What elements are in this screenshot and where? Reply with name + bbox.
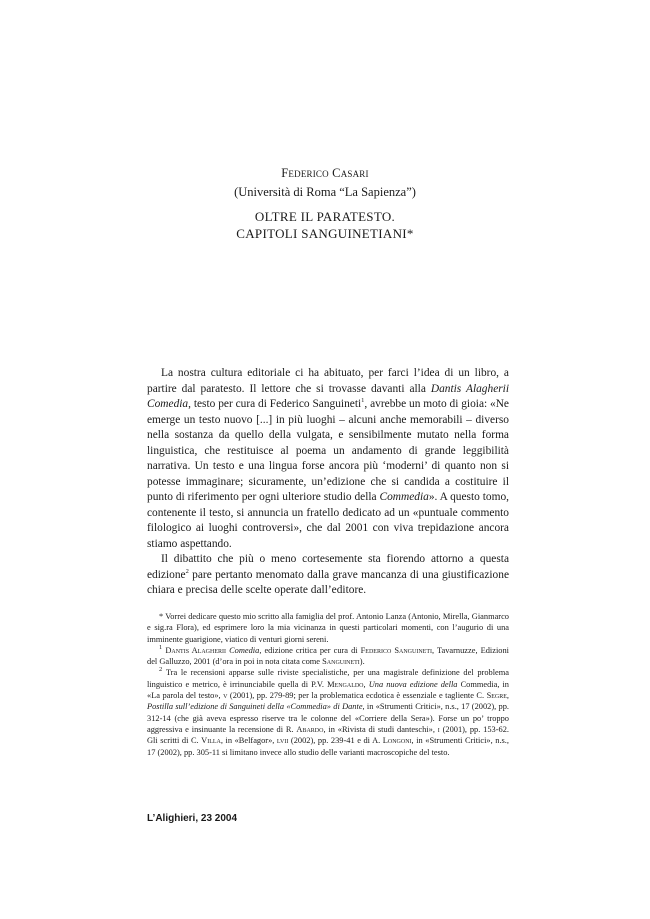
italic-title: Commedia bbox=[379, 491, 429, 503]
text-run: pare pertanto menomato dalla grave mancanza di una giustificazione chiara e precisa delle scelte operate dall’editore. bbox=[147, 568, 509, 596]
text-run: Segre bbox=[486, 691, 507, 701]
text-run: v bbox=[223, 691, 228, 701]
text-run: Villa bbox=[201, 736, 221, 746]
footnote-ref-2[interactable]: 2 bbox=[185, 567, 189, 575]
text-run: lvii bbox=[276, 736, 289, 746]
text-run: , in «Strumenti Critici», n.s., 17 (2002), pp. 312-14 (che già aveva espresso riserve tra le colonne del «Corriere della Sera»). Forse un po’ troppo aggressiva e insinuante la recensione di R. bbox=[147, 702, 509, 734]
footnote-1 bbox=[147, 645, 509, 668]
article-title-line-1: OLTRE IL PARATESTO. bbox=[254, 209, 396, 224]
text-run: , bbox=[363, 679, 369, 689]
text-run: La nostra cultura editoriale ci ha abituato, per farci l’idea di un libro, a partire dal paratesto. Il lettore che si trovasse davanti alla bbox=[147, 367, 509, 395]
footnote-ref-1[interactable]: 1 bbox=[361, 397, 365, 405]
italic-title: Postilla sull’edizione di Sanguineti della «Commedia» di Dante bbox=[147, 702, 363, 712]
footnote-mark: * bbox=[159, 612, 164, 621]
body-text bbox=[147, 366, 509, 599]
text-run: , testo per cura di Federico Sanguineti bbox=[188, 398, 362, 410]
text-run: Mengaldo bbox=[327, 679, 364, 689]
text-run: ». A questo tomo, contenente il testo, si annuncia un fratello dedicato ad un «puntuale commento filologico ai luoghi controversi», che dal 2001 con viva trepidazione ancora stiamo aspettando. bbox=[147, 491, 509, 550]
text-run: Sanguineti bbox=[322, 657, 360, 667]
text-run: , in «Strumenti Critici», n.s., 17 (2002), pp. 305-11 si limitano invece allo studio delle varianti macroscopiche del testo. bbox=[147, 736, 509, 757]
italic-title: Dantis Alagherii Comedia bbox=[147, 382, 510, 410]
body-paragraph-2 bbox=[147, 552, 509, 599]
text-run: i bbox=[437, 724, 440, 734]
text-run: , edizione critica per cura di bbox=[259, 645, 361, 655]
text-run: , in «Belfagor», bbox=[220, 736, 277, 746]
italic-title: Una nuova edizione della bbox=[368, 679, 458, 689]
text-run: (2002), pp. 239-41 e di A. bbox=[288, 736, 383, 746]
text-run: Dantis Alagherii bbox=[165, 645, 226, 655]
journal-footer: L’Alighieri, 23 2004 bbox=[147, 813, 238, 824]
text-run: (2001), pp. 279-89; per la problematica ecdotica è essenziale e tagliente C. bbox=[227, 691, 487, 701]
footnote-2 bbox=[147, 667, 509, 757]
body-paragraph-1 bbox=[147, 366, 509, 552]
text-run: Abardo bbox=[296, 724, 324, 734]
footnote-text: Vorrei dedicare questo mio scritto alla famiglia del prof. Antonio Lanza (Antonio, Mirella, Gianmarco e sig.ra Flora), ed esprimere loro la mia vicinanza in questi particolari momenti, con l’augurio di una imminente guarigione, viatico di venturi giorni sereni. bbox=[147, 612, 509, 644]
author-affiliation: (Università di Roma “La Sapienza”) bbox=[234, 185, 416, 199]
footnotes bbox=[147, 611, 509, 758]
text-run: (2001), pp. 153-62. Gli scritti di C. bbox=[147, 724, 509, 746]
text-run: , bbox=[506, 691, 509, 701]
footnote-star bbox=[147, 611, 509, 645]
text-run: ). bbox=[359, 657, 365, 667]
footnote-mark: 2 bbox=[159, 666, 163, 674]
text-run: , in «Rivista di studi danteschi», bbox=[323, 724, 438, 734]
text-run: Il dibattito che più o meno cortesemente sta fiorendo attorno a questa edizione bbox=[147, 553, 509, 581]
text-run: Longoni bbox=[382, 736, 412, 746]
text-run: Tra le recensioni apparse sulle riviste specialistiche, per una magistrale definizione del problema linguistico e metrico, è irrinunciabile quella di P.V. bbox=[147, 668, 509, 689]
text-run: , Tavarnuzze, Edizioni del Galluzzo, 2001 (d’ora in poi in nota citata come bbox=[147, 645, 509, 667]
author-name: Federico Casari bbox=[281, 166, 369, 180]
italic-title: Comedia bbox=[229, 645, 260, 655]
text-run: , avrebbe un moto di gioia: «Ne emerge un testo nuovo [...] in più luoghi – alcuni anche memorabili – diverso nella sostanza da quello della vulgata, e sensibilmente mutato nella forma linguistica, che restituisce al poema un andamento di grande leggibilità narrativa. Un testo e una lingua forse ancora più ‘moderni’ di quanto non si potesse immaginare; sicuramente, un’edizione che si candida a costituire il punto di riferimento per ogni ulteriore studio della bbox=[147, 398, 509, 503]
article-title-line-2: CAPITOLI SANGUINETIANI* bbox=[236, 226, 414, 241]
text-run: Commedia, in «La parola del testo», bbox=[147, 679, 509, 701]
text-run: Federico Sanguineti bbox=[360, 645, 432, 655]
footnote-mark: 1 bbox=[159, 644, 163, 652]
